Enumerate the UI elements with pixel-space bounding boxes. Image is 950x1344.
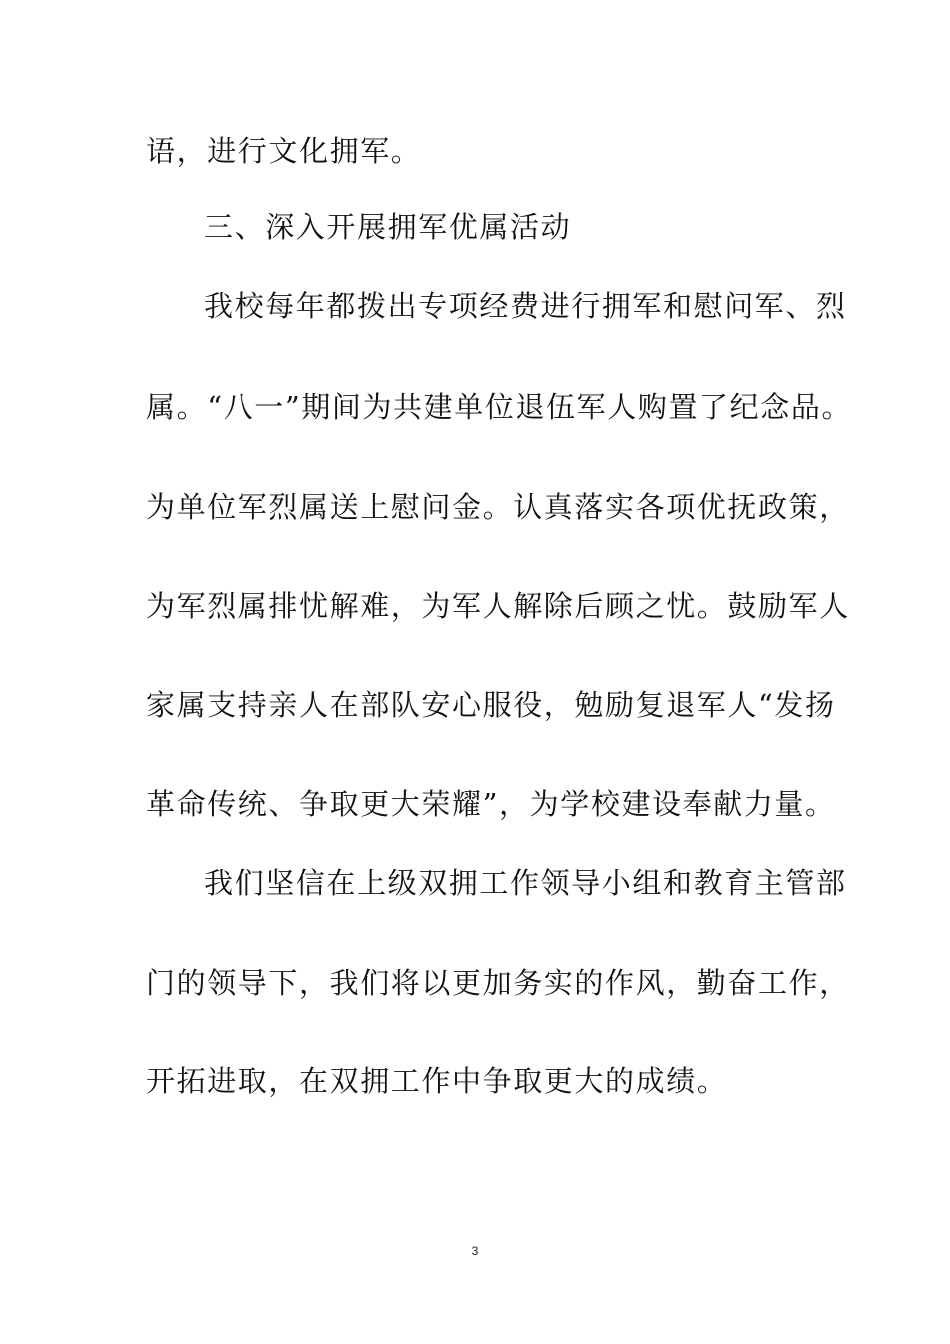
- paragraph-line: 开拓进取，在双拥工作中争取更大的成绩。: [146, 1064, 728, 1098]
- paragraph-line: 门的领导下，我们将以更加务实的作风，勤奋工作，: [146, 966, 850, 1000]
- page-number: 3: [471, 1244, 479, 1258]
- paragraph-line: 家属支持亲人在部队安心服役，勉励复退军人“发扬: [146, 688, 836, 722]
- paragraph-line: 属。“八一”期间为共建单位退伍军人购置了纪念品。: [146, 390, 853, 424]
- paragraph-line: 语，进行文化拥军。: [146, 134, 422, 168]
- paragraph-line: 我校每年都拨出专项经费进行拥军和慰问军、烈: [204, 289, 847, 323]
- section-heading: 三、深入开展拥军优属活动: [204, 210, 572, 244]
- paragraph-line: 革命传统、争取更大荣耀”，为学校建设奉献力量。: [146, 787, 836, 821]
- paragraph-line: 我们坚信在上级双拥工作领导小组和教育主管部: [204, 866, 847, 900]
- paragraph-line: 为军烈属排忧解难，为军人解除后顾之忧。鼓励军人: [146, 589, 850, 623]
- paragraph-line: 为单位军烈属送上慰问金。认真落实各项优抚政策，: [146, 490, 850, 524]
